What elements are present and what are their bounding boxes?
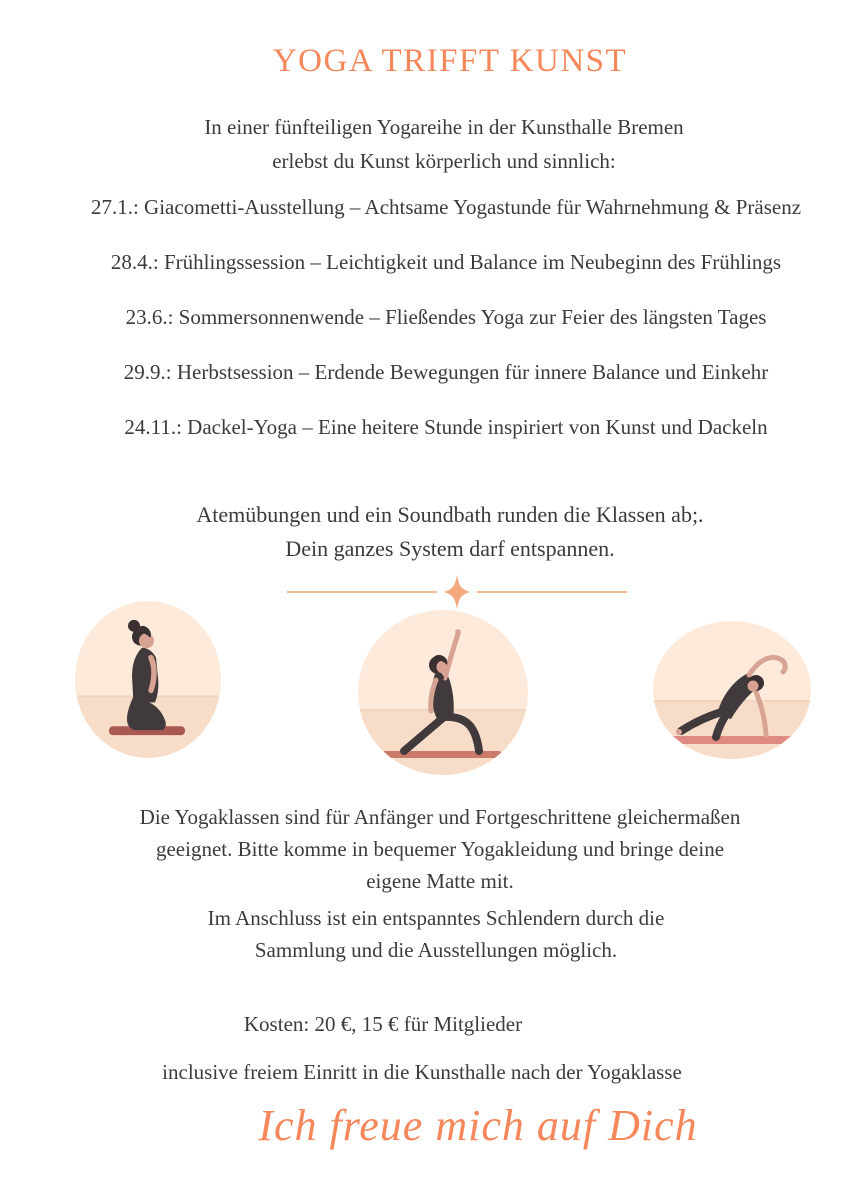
stroll-info-line-2: Sammlung und die Ausstellungen möglich. (254, 938, 618, 962)
schedule-item-herbst: 29.9.: Herbstsession – Erdende Bewegungen für innere Balance und Einkehr (123, 360, 769, 384)
photo-sidebend-pose (653, 621, 811, 759)
classes-info-line-3: eigene Matte mit. (366, 869, 514, 893)
soundbath-line-2: Dein ganzes System darf entspannen. (285, 536, 615, 561)
warrior-pose-icon (358, 610, 528, 775)
classes-info-line-2: geeignet. Bitte komme in bequemer Yogakleidung und bringe deine (155, 837, 725, 861)
soundbath-line-1: Atemübungen und ein Soundbath runden die Klassen ab;. (196, 502, 704, 527)
schedule-item-giacometti: 27.1.: Giacometti-Ausstellung – Achtsame Yogastunde für Wahrnehmung & Präsenz (90, 195, 802, 219)
classes-info-line-1: Die Yogaklassen sind für Anfänger und Fortgeschrittene gleichermaßen (139, 805, 741, 829)
stroll-info-line-1: Im Anschluss ist ein entspanntes Schlendern durch die (207, 906, 665, 930)
intro-text (19, 110, 850, 178)
schedule-list (21, 194, 850, 469)
sidebend-pose-icon (653, 621, 811, 759)
divider (287, 573, 627, 611)
schedule-item-fruehling: 28.4.: Frühlingssession – Leichtigkeit und Balance im Neubeginn des Frühlings (110, 250, 782, 274)
sparkle-icon (444, 573, 470, 611)
photo-kneeling-pose (75, 601, 221, 758)
divider-line-left (287, 591, 437, 593)
schedule-item-dackel-yoga: 24.11.: Dackel-Yoga – Eine heitere Stunde inspiriert von Kunst und Dackeln (124, 415, 768, 439)
page-title: YOGA TRIFFT KUNST (272, 43, 628, 79)
inclusive-text: inclusive freiem Einritt in die Kunsthalle nach der Yogaklasse (162, 1060, 682, 1084)
intro-line-2: erlebst du Kunst körperlich und sinnlich: (272, 149, 616, 173)
intro-line-1: In einer fünfteiligen Yogareihe in der Kunsthalle Bremen (204, 115, 684, 139)
soundbath-text (25, 498, 850, 566)
divider-line-right (477, 591, 627, 593)
classes-info-text (15, 801, 850, 897)
signature-script: Ich freue mich auf Dich (258, 1101, 698, 1150)
kneeling-pose-icon (75, 601, 221, 758)
photo-warrior-pose (358, 610, 528, 775)
stroll-info-text (11, 902, 850, 966)
cost-text: Kosten: 20 €, 15 € für Mitglieder (243, 1012, 523, 1036)
schedule-item-sommersonnenwende: 23.6.: Sommersonnenwende – Fließendes Yoga zur Feier des längsten Tages (125, 305, 767, 329)
